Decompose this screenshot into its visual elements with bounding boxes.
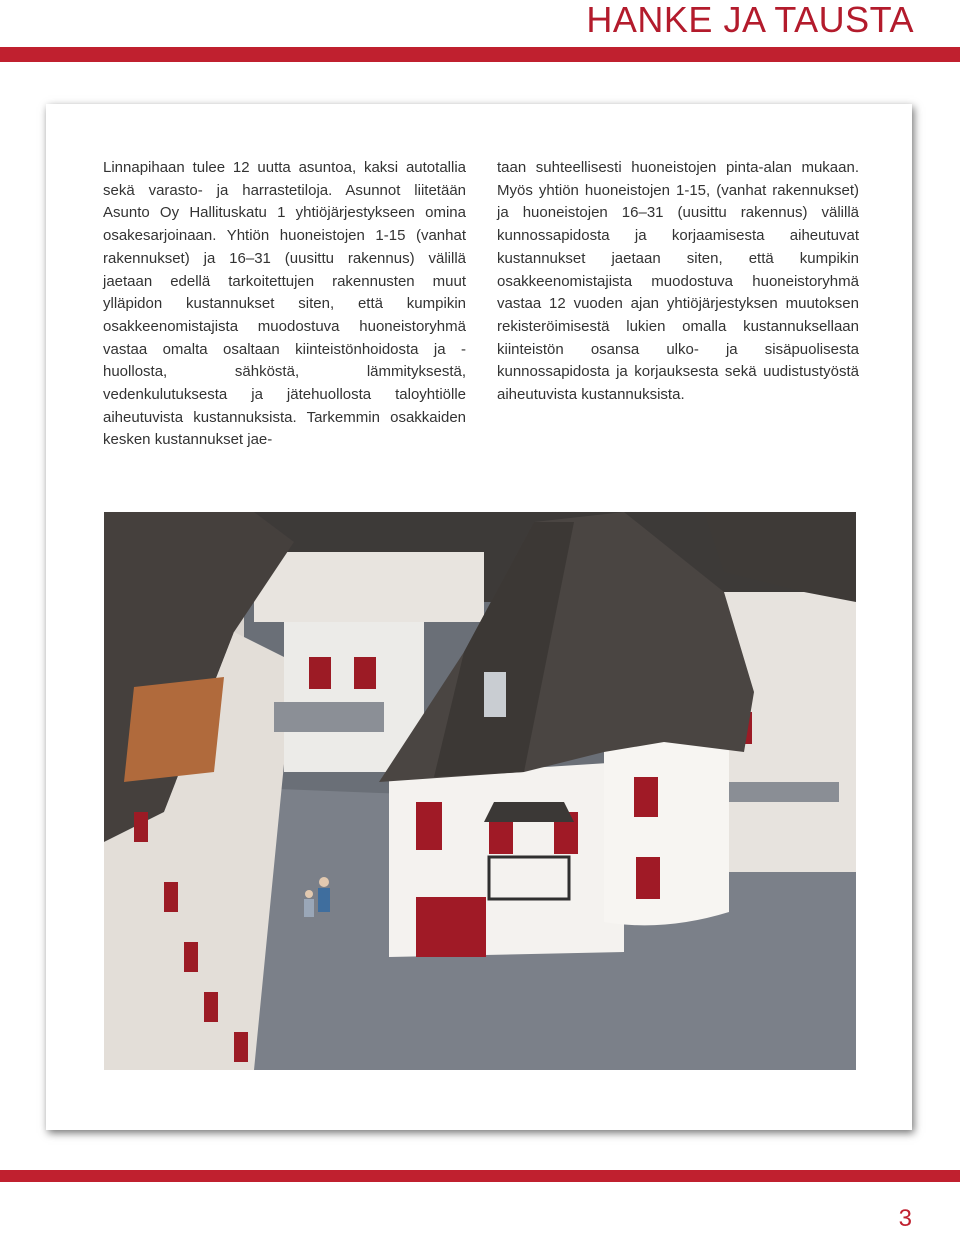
page-number: 3 <box>898 1205 912 1232</box>
header-band <box>0 47 960 62</box>
section-title: HANKE JA TAUSTA <box>586 0 914 40</box>
paragraph-left: Linnapihaan tulee 12 uutta asuntoa, kaksi autotallia sekä varasto- ja harrastetiloja. Asunnot liitetään Asunto Oy Hallituskatu 1 yhtiöjärjestykseen omina osakesarjoinaan. Yhtiön huoneistojen 1-15 (vanhat rakennukset) ja 16–31 (uusittu rakennus) välillä jaetaan edellä tarkoitettujen rakennusten muut ylläpidon kustannukset siten, että kumpikin osakkeenomistajista muodostuva huoneistoryhmä vastaa omalta osaltaan kiinteistönhoidosta ja -huollosta, sähköstä, lämmityksestä, vedenkulutuksesta ja jätehuollosta taloyhtiölle aiheutuvista kustannuksista. Tarkemmin osakkaiden kesken kustannukset jae- <box>103 159 466 449</box>
footer-band <box>0 1170 960 1182</box>
text-column-left <box>103 157 466 452</box>
courtyard-rendering <box>104 512 856 1070</box>
paragraph-right: taan suhteellisesti huoneistojen pinta-alan mukaan. Myös yhtiön huoneistojen 1-15, (vanhat rakennukset) ja huoneistojen 16–31 (uusittu rakennus) välillä kunnossapidosta ja korjaamisesta aiheutuvat kustannukset jaetaan siten, että kumpikin osakkeenomistajista muodostuva huoneistoryhmä vastaa 12 vuoden ajan yhtiöjärjestyksen muutoksen rekisteröimisestä lukien omalla kustannuksellaan kiinteistön osansa ulko- ja sisäpuolisesta kunnossapidosta ja korjauksesta sekä uudistustyöstä aiheutuvista kustannuksista. <box>497 159 859 404</box>
text-column-right <box>497 157 859 407</box>
